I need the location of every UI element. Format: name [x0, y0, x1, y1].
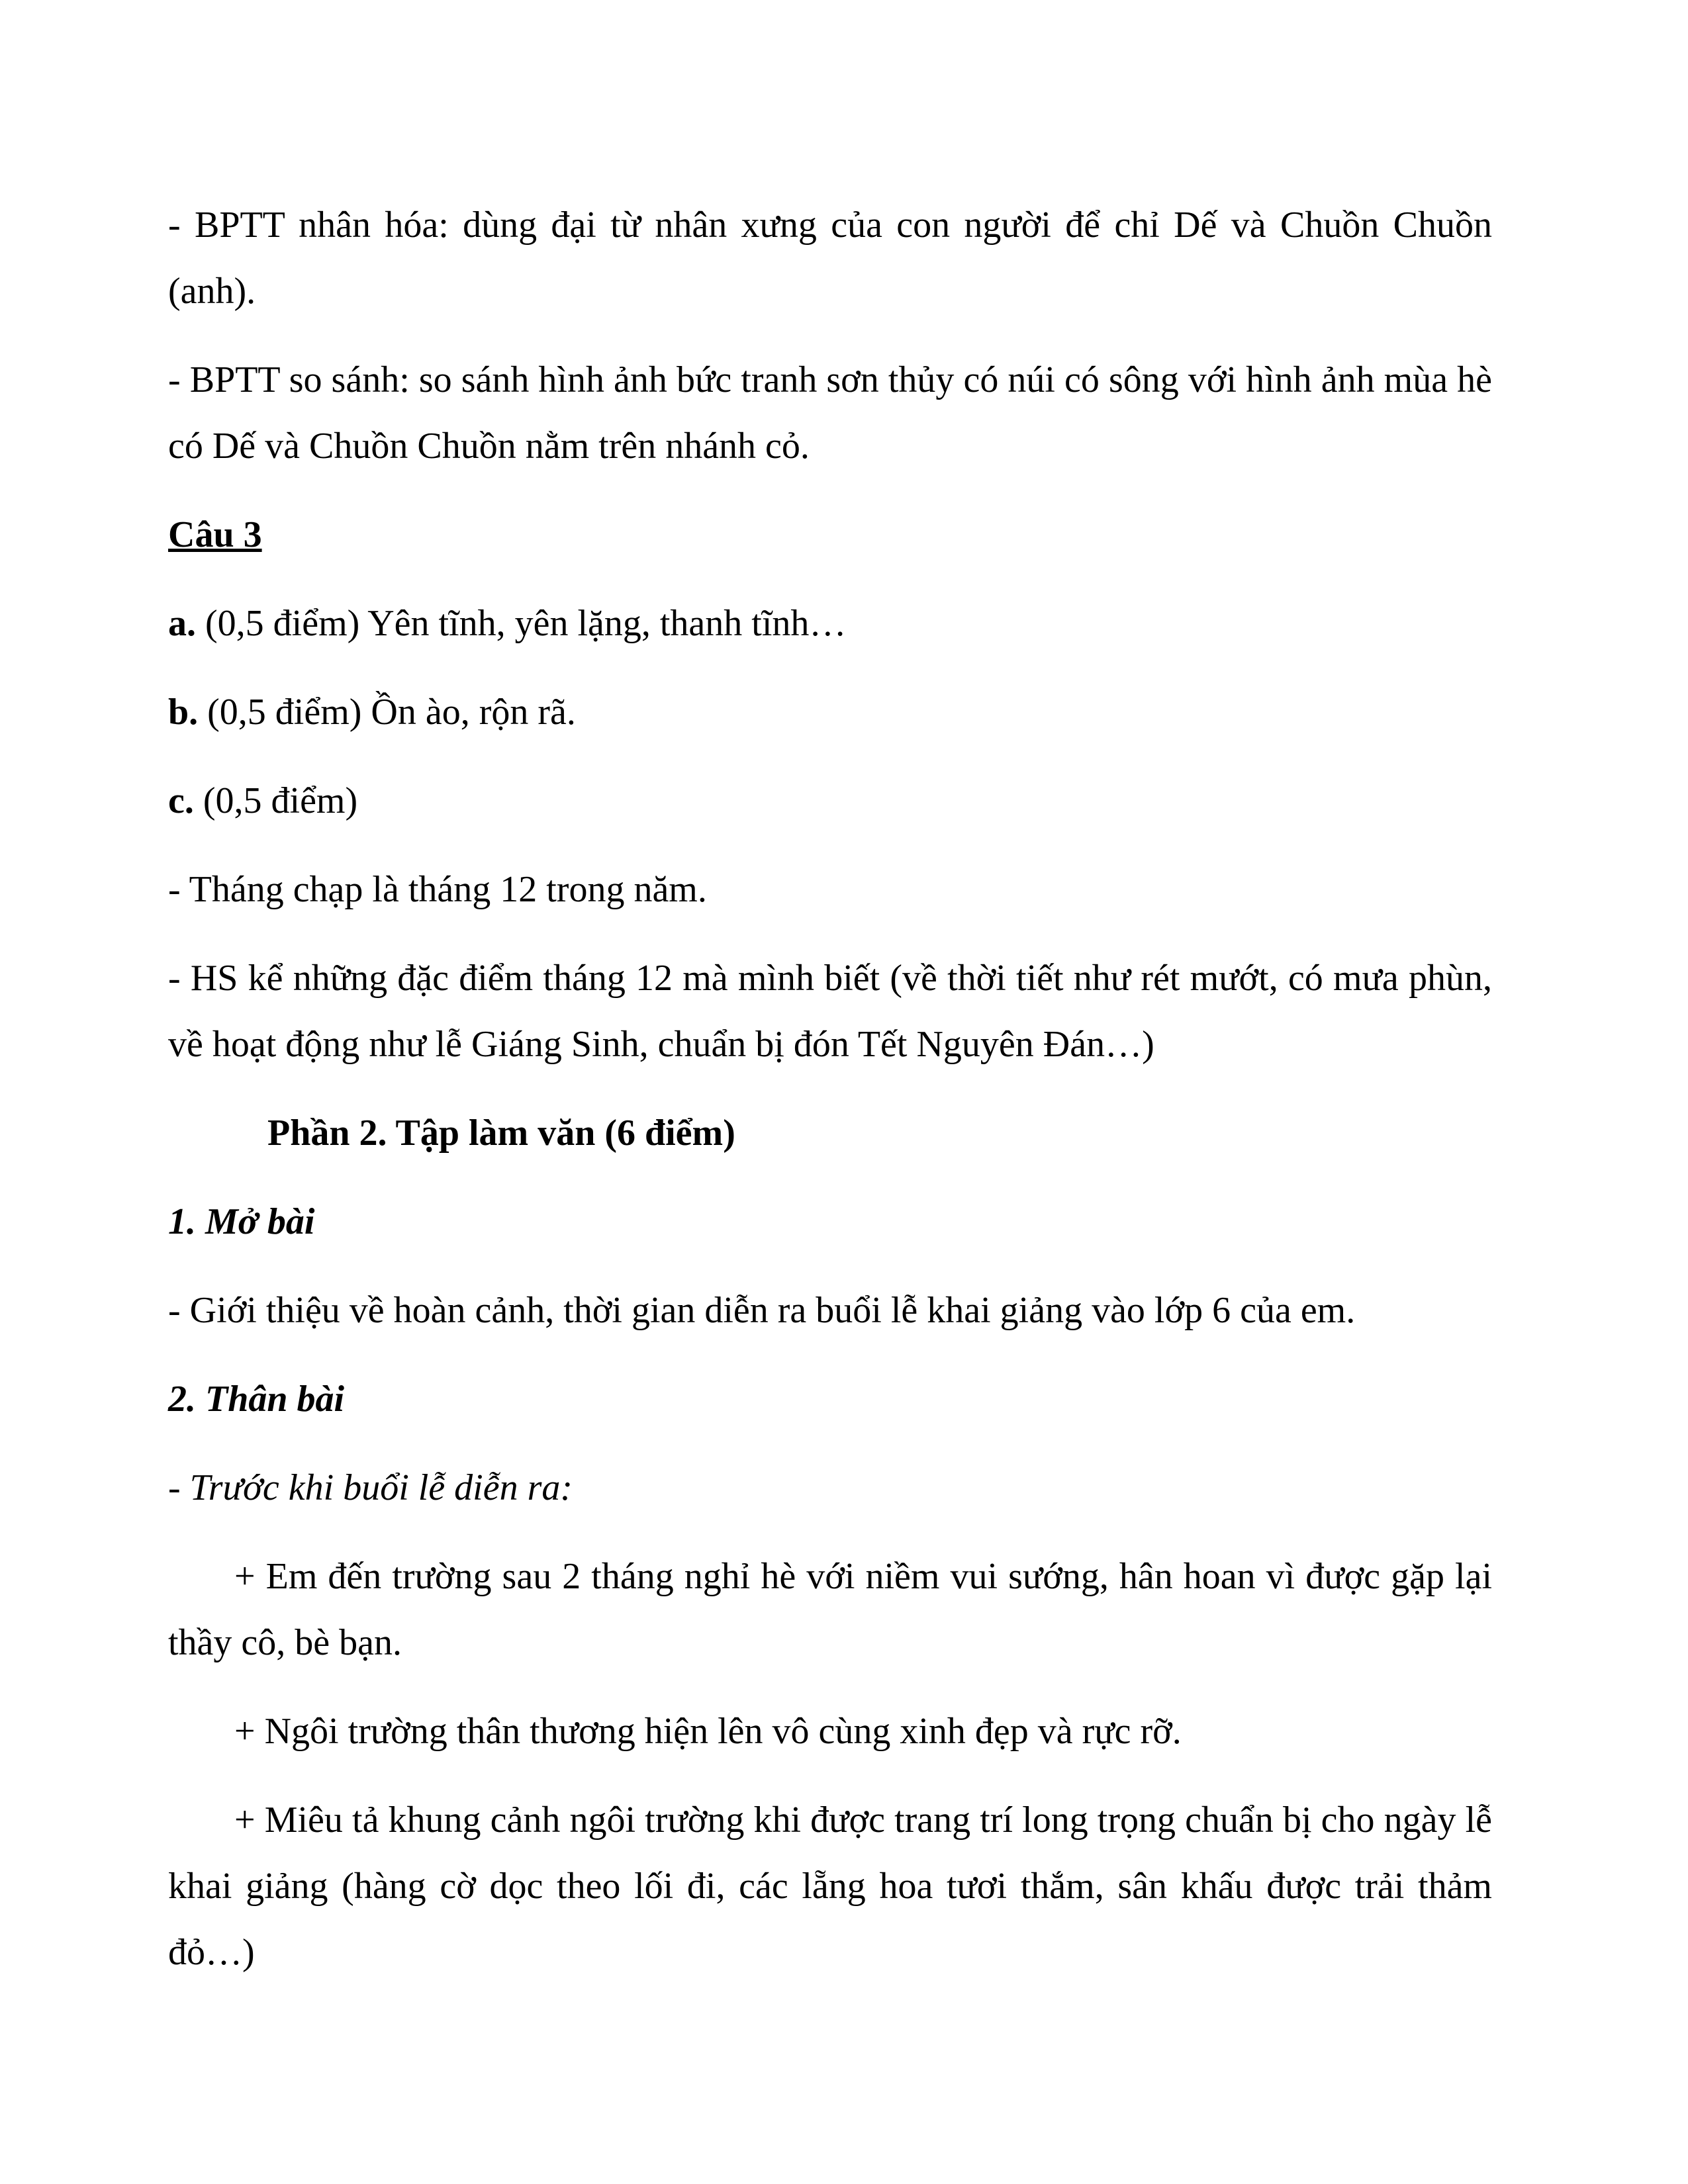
- than-bai-heading: 2. Thân bài: [168, 1379, 345, 1420]
- answer-b: [168, 679, 1492, 745]
- answer-c-label: c.: [168, 780, 194, 821]
- than-bai-point-3: + Miêu tả khung cảnh ngôi trường khi được trang trí long trọng chuẩn bị cho ngày lễ khai giảng (hàng cờ dọc theo lối đi, các lẵng hoa tươi thắm, sân khấu được trải thảm đỏ…): [168, 1799, 1492, 1973]
- cau-3-heading: Câu 3: [168, 514, 262, 555]
- bptt-nhan-hoa: - BPTT nhân hóa: dùng đại từ nhân xưng của con người để chỉ Dế và Chuồn Chuồn (anh).: [168, 205, 1492, 312]
- document-page: [168, 192, 1492, 1985]
- dac-diem-thang-12: - HS kể những đặc điểm tháng 12 mà mình biết (về thời tiết như rét mướt, có mưa phùn, về hoạt động như lễ Giáng Sinh, chuẩn bị đón Tết Nguyên Đán…): [168, 958, 1492, 1065]
- thang-chap-line: - Tháng chạp là tháng 12 trong năm.: [168, 869, 707, 910]
- than-bai-point-1: + Em đến trường sau 2 tháng nghỉ hè với niềm vui sướng, hân hoan vì được gặp lại thầy cô, bè bạn.: [168, 1556, 1492, 1663]
- answer-c-text: (0,5 điểm): [193, 780, 358, 821]
- answer-a: [168, 590, 1492, 657]
- bptt-so-sanh: - BPTT so sánh: so sánh hình ảnh bức tranh sơn thủy có núi có sông với hình ảnh mùa hè có Dế và Chuồn Chuồn nằm trên nhánh cỏ.: [168, 359, 1492, 467]
- answer-b-text: (0,5 điểm) Ồn ào, rộn rã.: [198, 692, 576, 733]
- answer-a-label: a.: [168, 603, 196, 644]
- answer-a-text: (0,5 điểm) Yên tĩnh, yên lặng, thanh tĩnh…: [196, 603, 847, 644]
- mo-bai-heading: 1. Mở bài: [168, 1201, 315, 1242]
- answer-c: [168, 768, 1492, 834]
- mo-bai-line: - Giới thiệu về hoàn cảnh, thời gian diễn ra buổi lễ khai giảng vào lớp 6 của em.: [168, 1290, 1356, 1331]
- truoc-buoi-le: - Trước khi buổi lễ diễn ra:: [168, 1467, 573, 1508]
- phan-2-heading: Phần 2. Tập làm văn (6 điểm): [267, 1113, 735, 1154]
- answer-b-label: b.: [168, 692, 199, 733]
- than-bai-point-2: + Ngôi trường thân thương hiện lên vô cùng xinh đẹp và rực rỡ.: [234, 1711, 1182, 1752]
